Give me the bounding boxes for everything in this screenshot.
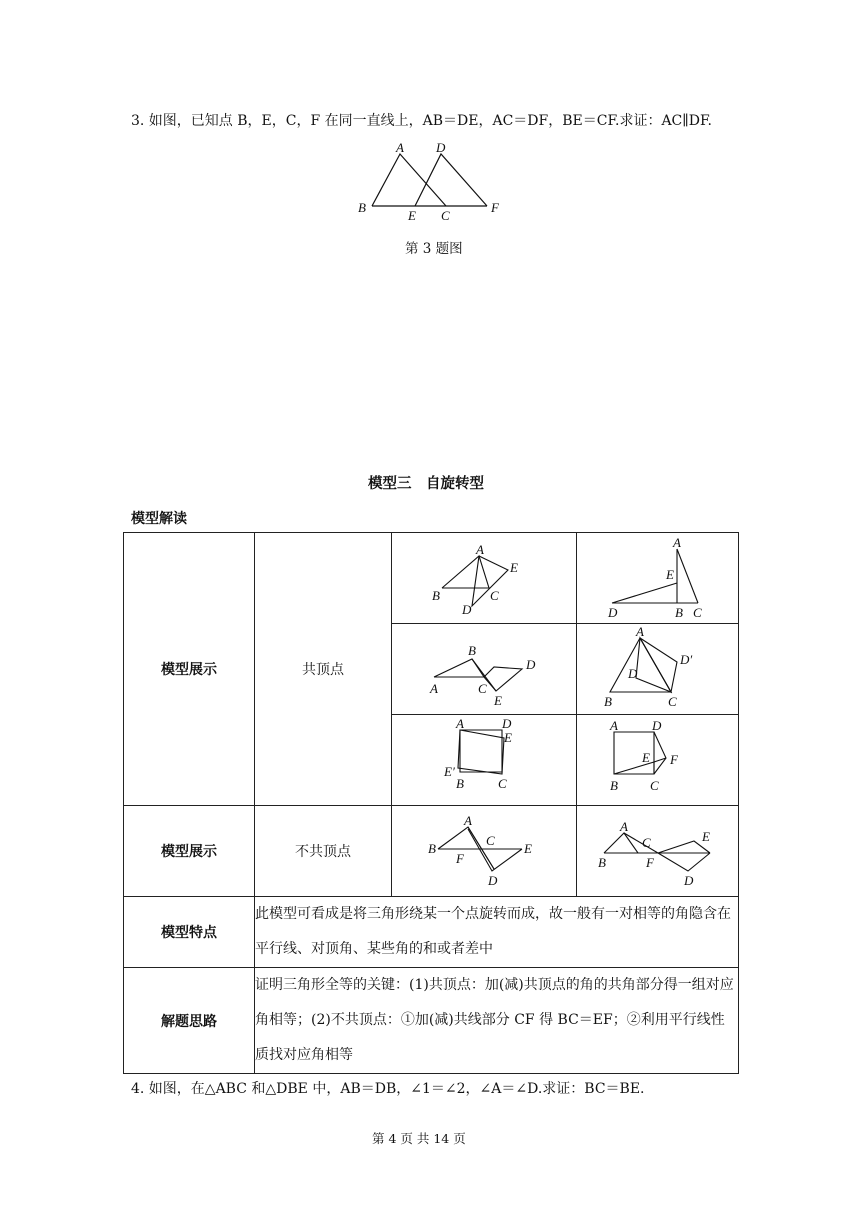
point-label-b: B	[358, 200, 366, 215]
svg-text:D: D	[502, 716, 512, 731]
figure-cell	[577, 715, 739, 806]
figure-cell	[392, 806, 577, 897]
diagram-common-vertex-5	[424, 716, 544, 800]
svg-text:A: A	[476, 542, 484, 557]
svg-text:F: F	[456, 851, 464, 866]
question-4-text: 4. 如图，在△ABC 和△DBE 中，AB＝DB，∠1＝∠2，∠A＝∠D.求证：BC＝BE.	[131, 1081, 645, 1097]
point-label-c: C	[441, 208, 450, 223]
svg-text:B: B	[432, 588, 440, 603]
figure-cell	[392, 533, 577, 624]
row-sub-common-vertex: 共顶点	[255, 533, 392, 806]
question-3-figure	[352, 136, 512, 226]
svg-text:E: E	[665, 567, 674, 582]
figure-caption: 第 3 题图	[405, 241, 463, 257]
svg-text:C: C	[649, 778, 659, 793]
row-label-model-display: 模型展示	[124, 533, 255, 806]
figure-cell	[392, 715, 577, 806]
svg-text:B: B	[603, 694, 612, 709]
svg-text:D: D	[607, 605, 617, 619]
svg-text:C: C	[641, 835, 651, 850]
svg-text:A: A	[464, 813, 472, 828]
svg-text:E: E	[524, 841, 532, 856]
svg-text:C: C	[490, 588, 499, 603]
figure-cell	[577, 806, 739, 897]
svg-text:C: C	[498, 776, 507, 791]
svg-text:D′: D′	[679, 652, 692, 667]
svg-text:B: B	[468, 643, 476, 658]
section-title: 模型三 自旋转型	[368, 476, 484, 492]
diagram-common-vertex-3	[424, 627, 544, 707]
svg-text:C: C	[692, 605, 702, 619]
svg-text:E′: E′	[444, 764, 455, 779]
svg-text:C: C	[486, 833, 495, 848]
diagram-common-vertex-6	[598, 716, 718, 800]
svg-text:E: E	[701, 829, 710, 844]
figure-cell	[392, 624, 577, 715]
svg-text:A: A	[635, 624, 644, 639]
svg-text:F: F	[669, 752, 678, 767]
svg-text:A: A	[609, 718, 618, 733]
svg-text:A: A	[430, 681, 438, 696]
svg-text:A: A	[456, 716, 464, 731]
section-subtitle: 模型解读	[131, 511, 187, 527]
svg-text:E: E	[494, 693, 502, 707]
svg-text:E: E	[504, 730, 512, 745]
svg-text:C: C	[478, 681, 487, 696]
figure-cell	[577, 533, 739, 624]
svg-text:D: D	[683, 873, 693, 888]
diagram-common-vertex-2	[598, 533, 718, 619]
row-sub-non-common-vertex: 不共顶点	[255, 806, 392, 897]
svg-text:B: B	[674, 605, 683, 619]
diagram-non-common-vertex-1	[424, 809, 544, 889]
row-label-solution-approach: 解题思路	[124, 968, 255, 1074]
svg-text:F: F	[645, 855, 654, 870]
point-label-a: A	[396, 140, 404, 155]
model-table	[123, 532, 739, 1074]
svg-text:B: B	[597, 855, 606, 870]
page-footer: 第 4 页 共 14 页	[372, 1131, 466, 1146]
point-label-d: D	[436, 140, 446, 155]
figure-cell	[577, 624, 739, 715]
model-features-text: 此模型可看成是将三角形绕某一个点旋转而成，故一般有一对相等的角隐含在平行线、对顶角、某些角的和或者差中	[255, 897, 739, 968]
svg-text:A: A	[672, 535, 681, 550]
svg-text:D: D	[526, 657, 536, 672]
svg-text:B: B	[456, 776, 464, 791]
diagram-non-common-vertex-2	[598, 809, 718, 889]
svg-text:D: D	[462, 602, 472, 616]
svg-text:B: B	[609, 778, 618, 793]
svg-text:C: C	[667, 694, 677, 709]
diagram-common-vertex-1	[424, 536, 544, 616]
svg-text:A: A	[619, 819, 628, 834]
svg-text:D: D	[627, 666, 637, 681]
solution-approach-text: 证明三角形全等的关键：(1)共顶点：加(减)共顶点的角的共角部分得一组对应角相等；(2)不共顶点：①加(减)共线部分 CF 得 BC＝EF；②利用平行线性质找对应角相等	[255, 968, 739, 1074]
svg-text:E: E	[641, 750, 650, 765]
svg-text:E: E	[510, 560, 518, 575]
row-label-model-display-2: 模型展示	[124, 806, 255, 897]
svg-text:D: D	[488, 873, 498, 888]
svg-text:B: B	[428, 841, 436, 856]
point-label-e: E	[408, 208, 416, 223]
row-label-model-features: 模型特点	[124, 897, 255, 968]
diagram-common-vertex-4	[598, 624, 718, 710]
svg-text:D: D	[651, 718, 661, 733]
question-3-text: 3. 如图，已知点 B，E，C，F 在同一直线上，AB＝DE，AC＝DF，BE＝CF.求证：AC∥DF.	[131, 113, 712, 129]
point-label-f: F	[491, 200, 499, 215]
